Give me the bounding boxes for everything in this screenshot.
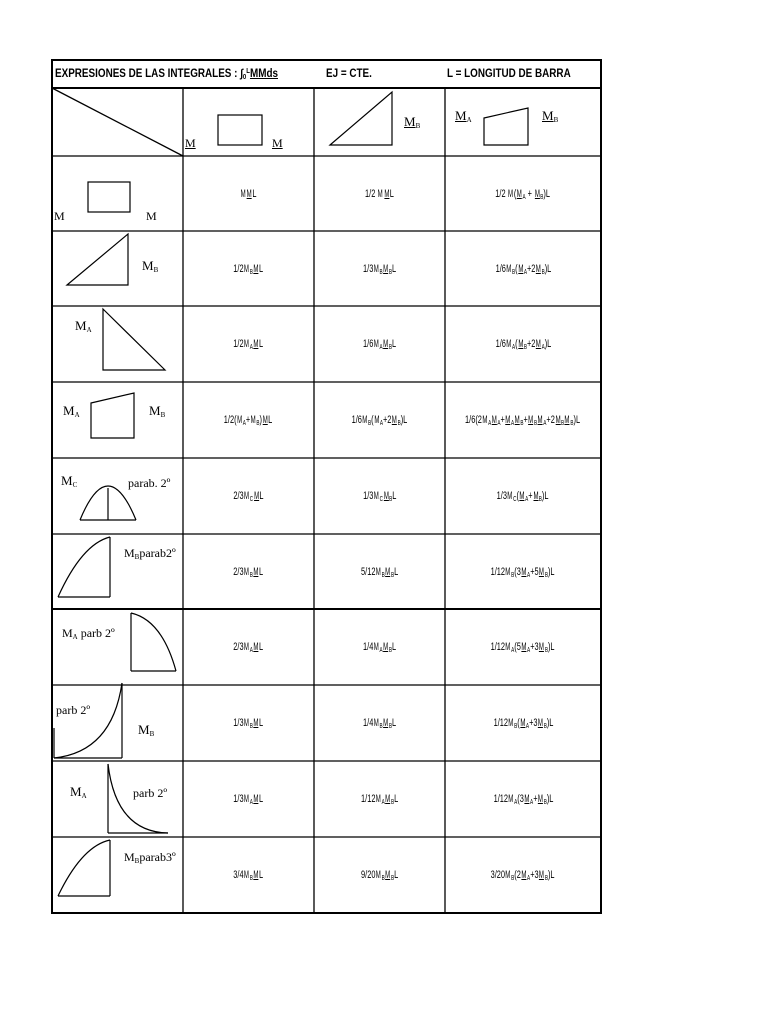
result-cell-r4-c2: $1/6M_B(M_A+2M_B)L$ bbox=[351, 414, 408, 427]
row1-label-right: M bbox=[146, 209, 157, 223]
row5-parab-label: parab. 2º bbox=[128, 476, 171, 490]
result-cell-r3-c3: $1/6M_A(M_B+2M_A)L$ bbox=[495, 338, 551, 351]
row8-label: $M_B$ bbox=[138, 722, 155, 738]
col2-label: $M_B$ bbox=[404, 114, 421, 130]
row10-label: $M_Bparab3º$ bbox=[124, 850, 176, 865]
result-cell-r2-c3: $1/6M_B(M_A+2M_B)L$ bbox=[495, 262, 551, 276]
result-cell-r8-c2: $1/4M_BM_BL$ bbox=[362, 717, 397, 730]
result-cell-r10-c1: $3/4M_BML$ bbox=[233, 869, 264, 882]
bar-length-note: L = LONGITUD DE BARRA bbox=[447, 68, 571, 80]
result-cell-r9-c1: $1/3M_AML$ bbox=[233, 793, 264, 806]
row3-label: $M_A$ bbox=[75, 318, 92, 334]
row4-label-right: $M_B$ bbox=[149, 403, 166, 419]
result-cell-r4-c1: $1/2(M_A+M_B)ML$ bbox=[224, 414, 273, 427]
result-cell-r6-c3: $1/12M_B(3M_A+5M_B)L$ bbox=[491, 565, 555, 579]
trapezoid-diagram-row4 bbox=[91, 393, 134, 438]
result-cell-r6-c1: $2/3M_BML$ bbox=[233, 565, 264, 579]
row2-label: $M_B$ bbox=[142, 258, 159, 274]
integral-lower: 0 bbox=[242, 74, 247, 81]
row5-label: $M_C$ bbox=[61, 473, 78, 489]
integral-sign: ∫ bbox=[240, 68, 243, 80]
parabola-arch-diagram-row5 bbox=[80, 486, 136, 520]
result-cell-r9-c3: $1/12M_A(3M_A+M_B)L$ bbox=[493, 793, 553, 806]
rect-diagram-row1 bbox=[88, 182, 130, 212]
row1-label-left: M bbox=[54, 209, 65, 223]
result-cell-r5-c3: $1/3M_C(M_A+M_B)L$ bbox=[497, 490, 549, 503]
col3-label-left: $M_A$ bbox=[455, 108, 472, 124]
result-cell-r1-c2: 1/2 MML bbox=[365, 187, 394, 200]
result-cell-r7-c2: $1/4M_AM_BL$ bbox=[362, 641, 397, 654]
result-cell-r7-c1: $2/3M_AML$ bbox=[233, 641, 264, 654]
table-title bbox=[55, 60, 278, 88]
col1-label-right: M bbox=[272, 136, 283, 150]
result-cell-r2-c1: $1/2M_BML$ bbox=[233, 262, 264, 276]
title-prefix: EXPRESIONES DE LAS INTEGRALES : bbox=[55, 68, 238, 80]
row6-label: $M_Bparab2º$ bbox=[124, 546, 176, 561]
trapezoid-diagram-col3 bbox=[484, 108, 528, 145]
result-cell-r5-c1: $2/3M_CML$ bbox=[233, 490, 264, 503]
result-cell-r3-c2: $1/6M_AM_BL$ bbox=[362, 338, 397, 351]
result-cell-r2-c2: $1/3M_BM_BL$ bbox=[362, 262, 397, 276]
result-cell-r8-c1: $1/3M_BML$ bbox=[233, 717, 264, 730]
ej-constant: EJ = CTE. bbox=[326, 68, 372, 80]
result-cell-r3-c1: $1/2M_AML$ bbox=[233, 338, 264, 351]
result-cell-r7-c3: $1/12M_A(5M_A+3M_B)L$ bbox=[491, 641, 555, 654]
triangle-diagram-row3 bbox=[103, 309, 165, 370]
triangle-diagram-col2 bbox=[330, 92, 392, 145]
parabola-convex-diagram-row8 bbox=[54, 683, 122, 758]
result-cell-r5-c2: $1/3M_CM_BL$ bbox=[362, 490, 397, 503]
result-cell-r1-c1: MML bbox=[240, 187, 257, 200]
rect-diagram-col1 bbox=[218, 115, 262, 145]
parabola-rising-diagram-row6 bbox=[58, 537, 110, 597]
result-cell-r10-c2: $9/20M_BM_BL$ bbox=[360, 869, 399, 882]
result-cell-r6-c2: $5/12M_BM_BL$ bbox=[360, 565, 399, 579]
col3-label-right: $M_B$ bbox=[542, 108, 559, 124]
row4-label-left: $M_A$ bbox=[63, 403, 80, 419]
parabola-cubic-diagram-row10 bbox=[58, 840, 110, 896]
result-cell-r4-c3: $1/6(2M_AM_A+M_AM_B+M_BM_A+2M_BM_B)L$ bbox=[465, 414, 581, 427]
row7-label: $M_A$ parb 2º bbox=[62, 626, 115, 641]
result-cell-r8-c3: $1/12M_B(M_A+3M_B)L$ bbox=[493, 717, 553, 730]
result-cell-r10-c3: $3/20M_B(2M_A+3M_B)L$ bbox=[491, 869, 555, 882]
row9-label: $M_A$ bbox=[70, 784, 87, 800]
row8-parab-label: parb 2º bbox=[56, 703, 91, 717]
result-cell-r9-c2: $1/12M_AM_BL$ bbox=[360, 793, 399, 806]
parabola-falling-diagram-row7 bbox=[131, 613, 176, 671]
col1-label-left: M bbox=[185, 136, 196, 150]
integral-upper: L bbox=[246, 68, 250, 75]
result-cell-r1-c3: 1/2 $M(M_A + M_B)L$ bbox=[495, 187, 551, 201]
integrand: MMds bbox=[249, 68, 278, 80]
triangle-diagram-row2 bbox=[67, 234, 128, 285]
row9-parab-label: parb 2º bbox=[133, 786, 168, 800]
